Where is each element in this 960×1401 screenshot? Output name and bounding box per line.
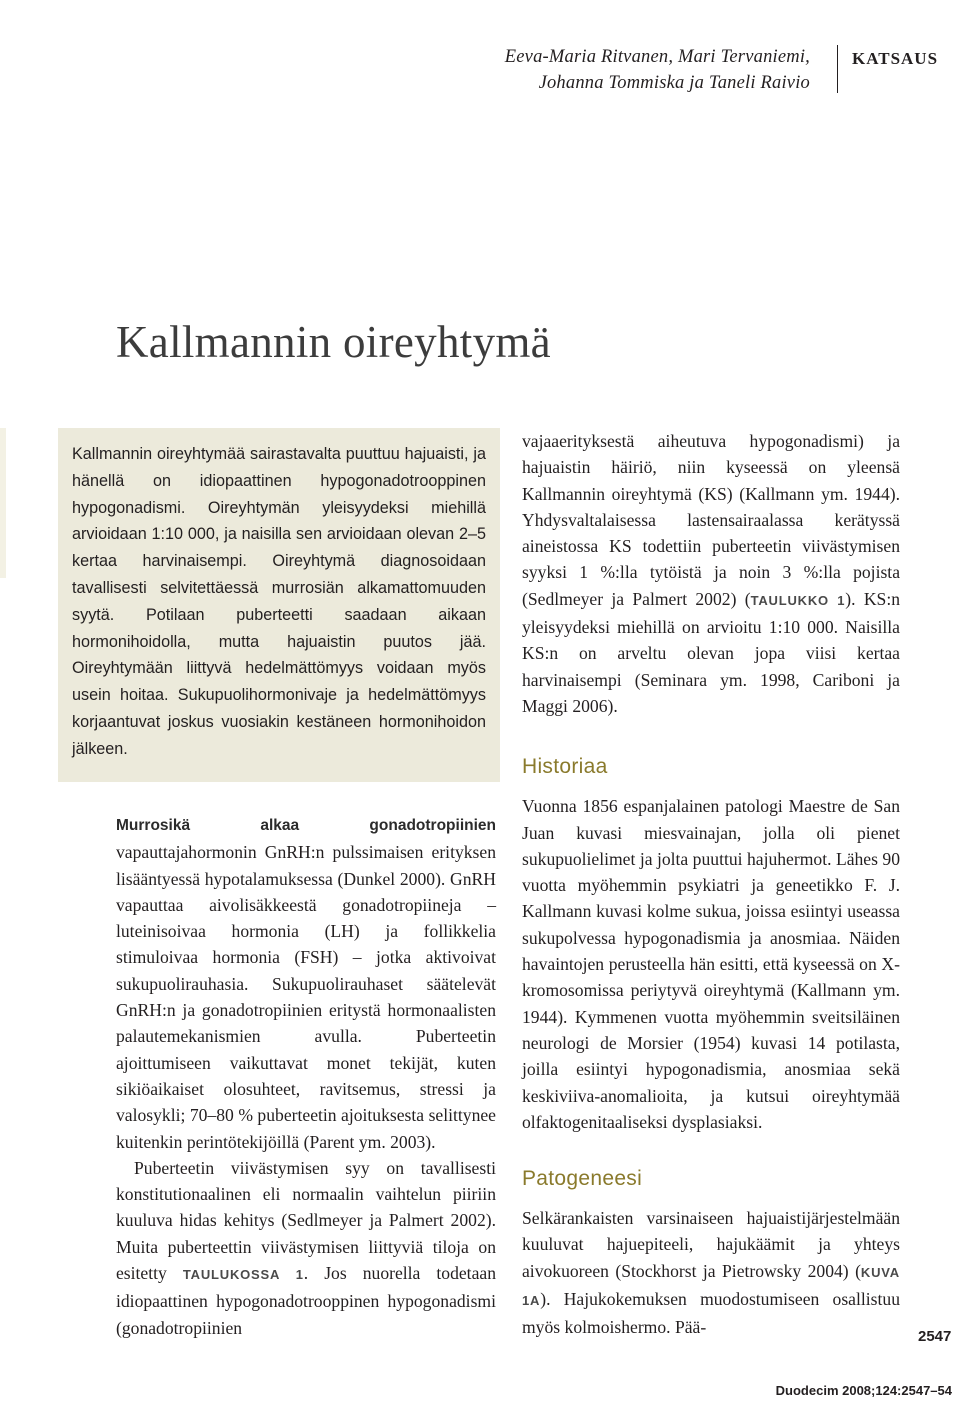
- journal-citation: Duodecim 2008;124:2547–54: [775, 1383, 952, 1398]
- article-title: Kallmannin oireyhtymä: [116, 317, 551, 367]
- table-reference-2[interactable]: TAULUKKO 1: [750, 592, 846, 608]
- header-divider: [837, 45, 838, 93]
- intro-paragraph: [116, 811, 496, 1155]
- delay-paragraph-text-b: . Jos nuorella todetaan idiopaattinen hypogonadotrooppinen hypogonadismi (gonadotropiinien: [116, 1263, 496, 1338]
- patogeneesi-text-b: ). Hajukokemuksen muodostumiseen osallistuu myös kolmoishermo. Pää-: [522, 1289, 900, 1338]
- figure-reference[interactable]: KUVA 1A: [522, 1264, 900, 1309]
- heading-historia: Historiaa: [522, 755, 608, 779]
- patogeneesi-paragraph: [522, 1205, 900, 1340]
- abstract-text: Kallmannin oireyhtymää sairastavalta puuttuu hajuaisti, ja hänellä on idiopaattinen hypogonadotrooppinen hypogonadismi. Oireyhtymän yleisyydeksi miehillä arvioidaan 1:10 000, ja naisilla sen arvioidaan olevan 2–5 kertaa harvinaisempi. Oireyhtymä diagnosoidaan tavallisesti selvitettäessä murrosiän alkamattomuuden syytä. Potilaan puberteetti saadaan aikaan hormonihoidolla, mutta hajuaistin puutos jää. Oireyhtymään liittyvä hedelmättömyys voidaan myös usein hoitaa. Sukupuolihormonivaje ja hedelmättömyys korjaantuvat joskus vuosiakin kestäneen hormonihoidon jälkeen.: [72, 445, 486, 758]
- continuation-text-a: vajaaerityksestä aiheutuva hypogonadismi) ja hajuaistin häiriö, niin kyseessä on yleensä Kallmannin oireyhtymä (KS) (Kallmann ym. 1944). Yhdysvaltalaisessa lastensairaalassa kerätyssä aineistossa KS todettiin puberteetin viivästymisen syyksi 1 %:lla tytöistä ja noin 3 %:lla pojista (Sedlmeyer ja Palmert 2002) (: [522, 431, 900, 609]
- authors-line-1: Eeva-Maria Ritvanen, Mari Tervaniemi,: [504, 47, 810, 67]
- continuation-paragraph: [522, 428, 900, 719]
- lead-in-text: Murrosikä alkaa gonadotropiinien: [116, 817, 496, 834]
- patogeneesi-text-a: Selkärankaisten varsinaiseen hajuaistijärjestelmään kuuluvat hajuepiteeli, hajukäämit ja yhteys aivokuoreen (Stockhorst ja Pietrowsky 2004) (: [522, 1208, 900, 1281]
- left-column: [116, 811, 496, 1341]
- page-number: 2547: [918, 1328, 952, 1345]
- margin-decoration: [0, 428, 6, 578]
- heading-patogeneesi: Patogeneesi: [522, 1167, 643, 1191]
- delay-paragraph: [116, 1155, 496, 1341]
- delay-paragraph-text-a: Puberteetin viivästymisen syy on tavallisesti konstitutionaalinen eli normaalin vaihtelun piiriin kuuluva hidas kehitys (Sedlmeyer ja Palmert 2002). Muita puberteettin viivästymisen liittyviä tiloja on esitetty: [116, 1157, 496, 1284]
- author-list: [290, 44, 810, 96]
- table-reference[interactable]: TAULUKOSSA 1: [182, 1267, 304, 1283]
- section-label: KATSAUS: [852, 49, 939, 68]
- continuation-text-b: ). KS:n yleisyydeksi miehillä on arvioitu 1:10 000. Naisilla KS:n on arveltu olevan jopa viisi kertaa harvinaisempi (Seminara ym. 1998, Cariboni ja Maggi 2006).: [522, 588, 901, 716]
- right-column: [522, 428, 900, 1341]
- intro-paragraph-text: vapauttajahormonin GnRH:n pulssimaisen erityksen lisääntyessä hypotalamuksessa (Dunkel 2000). GnRH vapauttaa aivolisäkkeestä gonadotropiineja – luteinisoivaa hormonia (LH) ja follikkelia stimuloivaa hormonia (FSH) – jotka aktivoivat sukupuolirauhasia. Sukupuolirauhaset säätelevät GnRH:n ja gonadotropiinien eritystä hormonaalisten palautemekanismien avulla. Puberteetin ajoittumiseen vaikuttavat monet tekijät, kuten sikiöaikaiset olosuhteet, ravitsemus, stressi ja valosykli; 70–80 % puberteetin ajoituksesta selittynee kuitenkin perintötekijöillä (Parent ym. 2003).: [116, 842, 496, 1152]
- abstract-box: [58, 428, 500, 782]
- authors-line-2: Johanna Tommiska ja Taneli Raivio: [538, 73, 810, 93]
- historia-paragraph: Vuonna 1856 espanjalainen patologi Maestre de San Juan kuvasi miesvainajan, jolla oli pienet sukupuolielimet ja jolta puuttui hajuhermot. Lähes 90 vuotta myöhemmin psykiatri ja geneetikko F. J. Kallmann kuvasi kolme sukua, joissa esiintyi useassa sukupolvessa hypogonadismia ja anosmiaa. Näiden havaintojen perusteella hän esitti, että kyseessä on X-kromosomissa periytyvä oireyhtymä (Kallmann ym. 1944). Kymmenen vuotta myöhemmin sveitsiläinen neurologi de Morsier (1954) kuvasi 14 potilasta, joilla esiintyi hypogonadismia, anosmiaa sekä keskiviiva-anomalioita, ja kutsui oireyhtymää olfaktogenitaaliseksi dysplasiaksi.: [522, 796, 900, 1132]
